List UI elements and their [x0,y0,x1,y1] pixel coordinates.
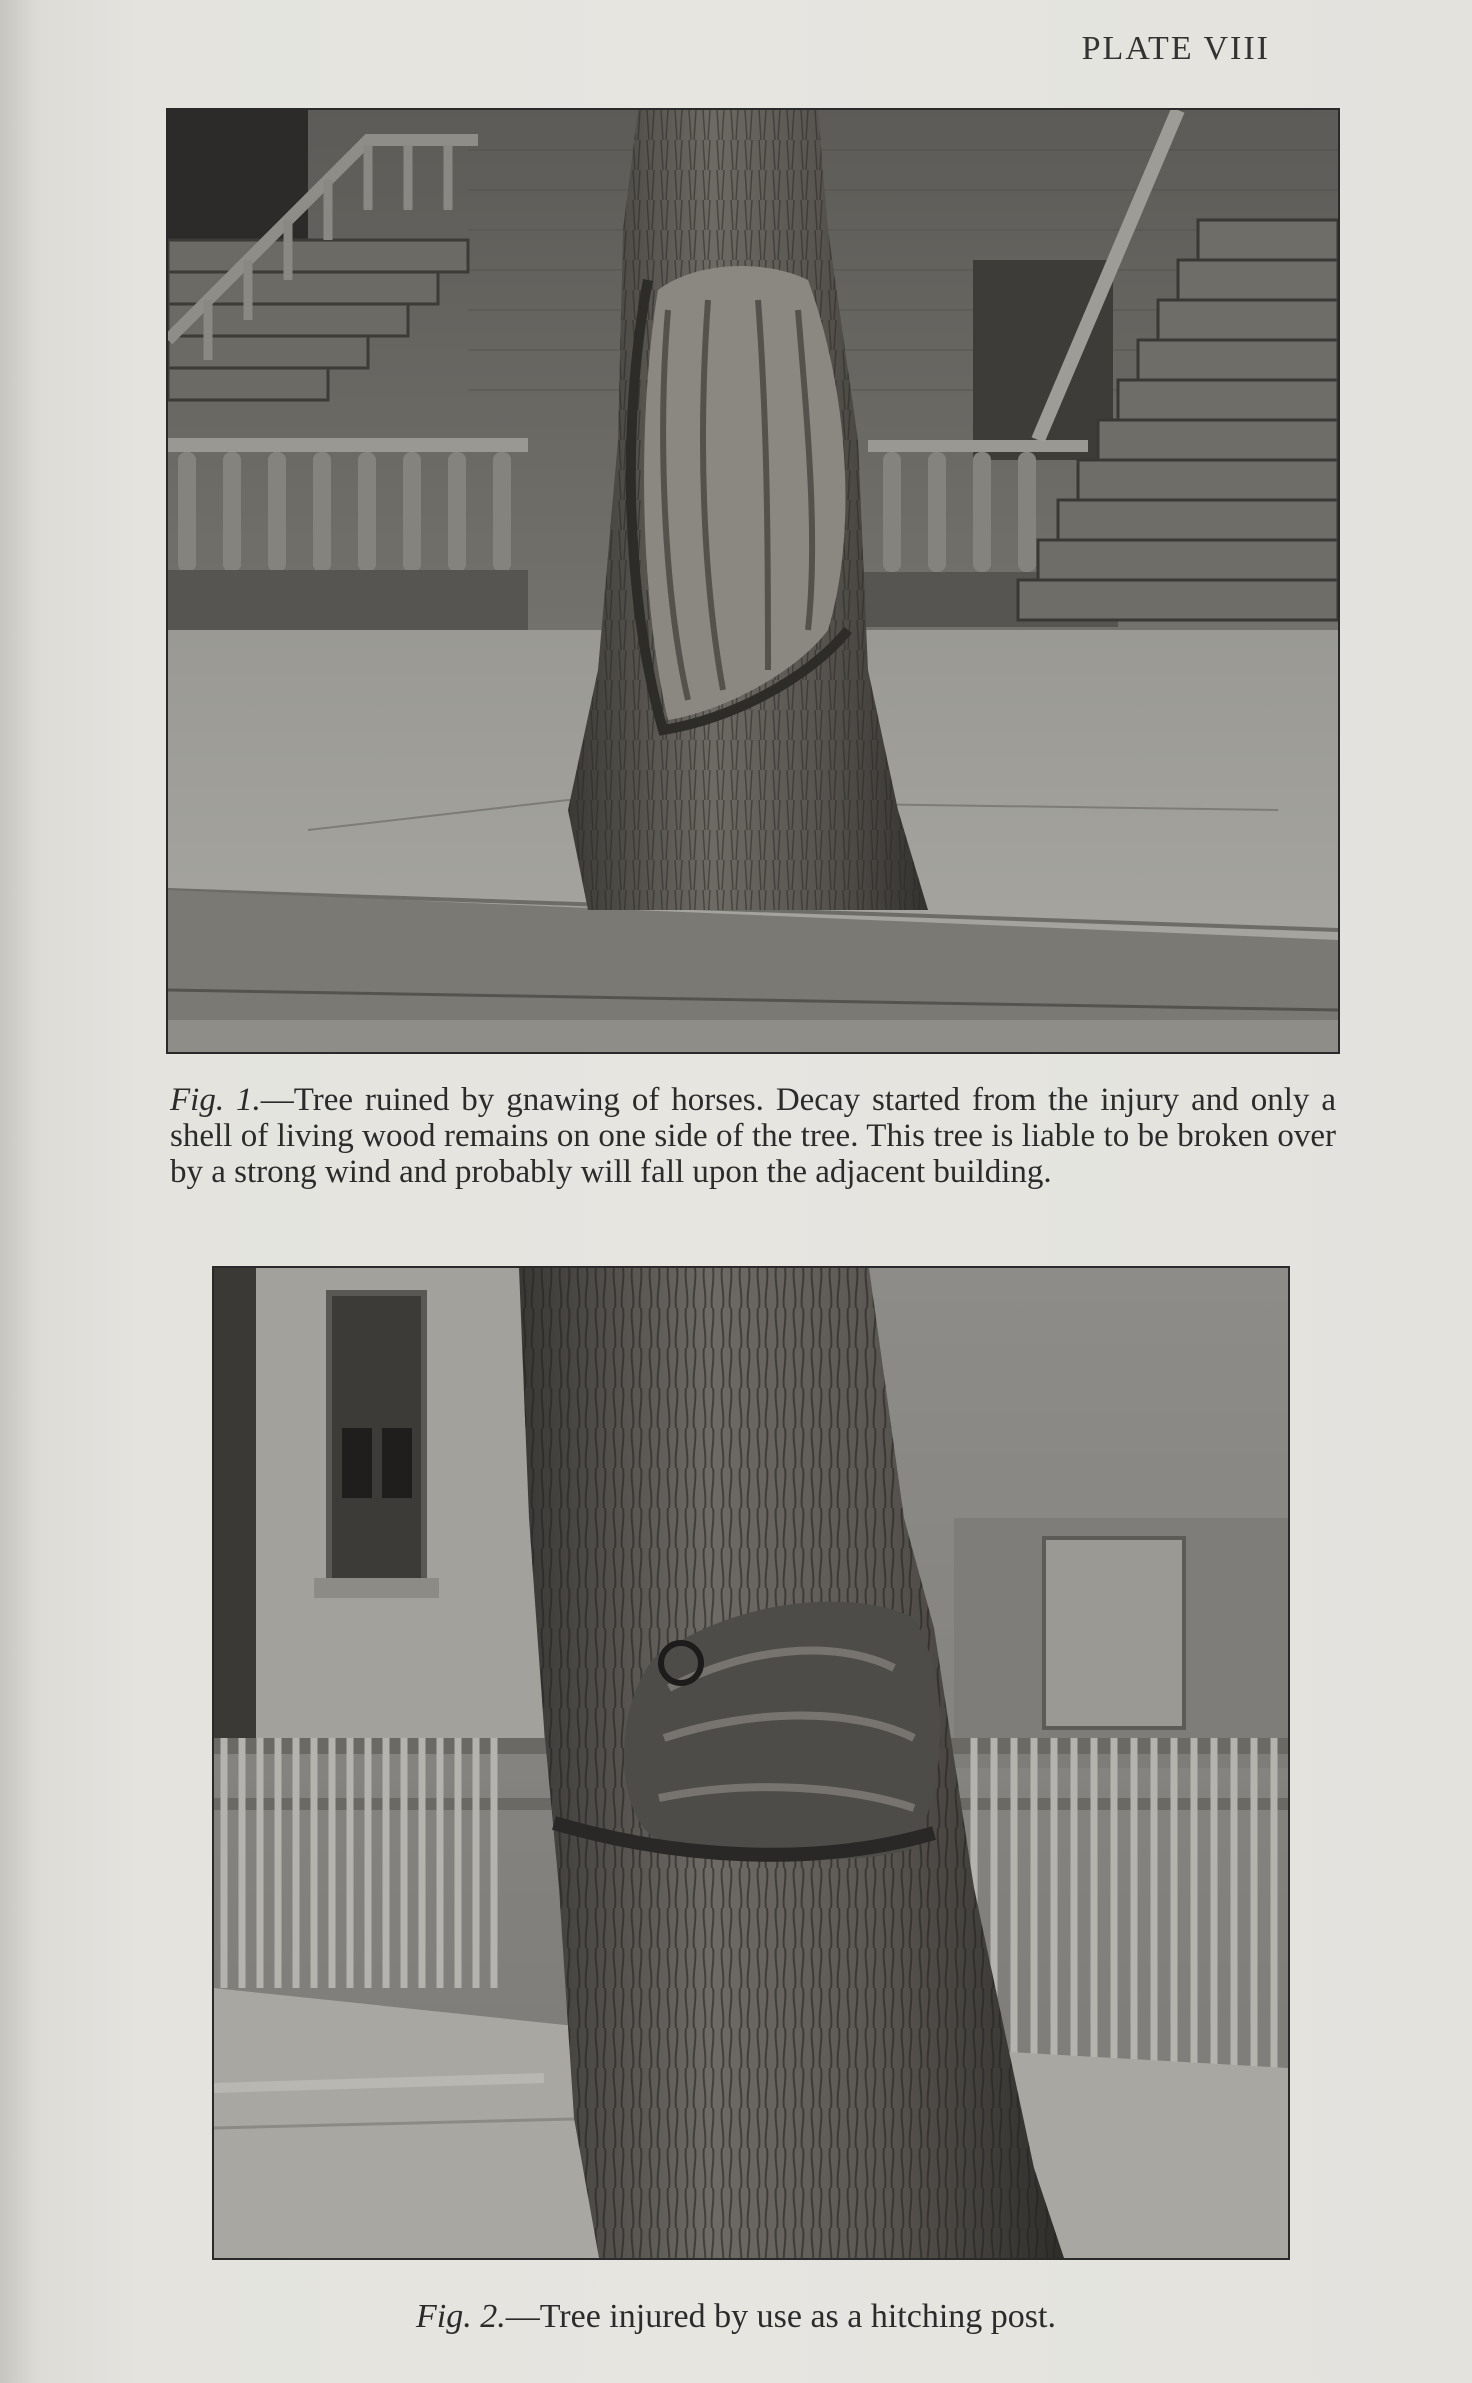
figure-2-text: —Tree injured by use as a hitching post. [505,2298,1056,2335]
figure-2-caption [0,2298,1472,2336]
figure-1-text: —Tree ruined by gnawing of horses. Decay started from the injury and only a shell of living wood remains on one side of the tree. This tree is liable to be broken over by a strong wind and probably will fall upon the adjacent building. [170,1082,1337,1190]
figure-2-photograph [212,1266,1290,2260]
figure-1-photograph [166,108,1340,1054]
figure-2-label: Fig. 2. [416,2298,506,2335]
figure-1-caption [170,1082,1336,1190]
figure-1-label: Fig. 1. [170,1082,261,1118]
tree-gnawed-by-horses-image [168,110,1338,1052]
tree-hitching-post-image [214,1268,1288,2258]
plate-number: PLATE VIII [1081,30,1270,67]
